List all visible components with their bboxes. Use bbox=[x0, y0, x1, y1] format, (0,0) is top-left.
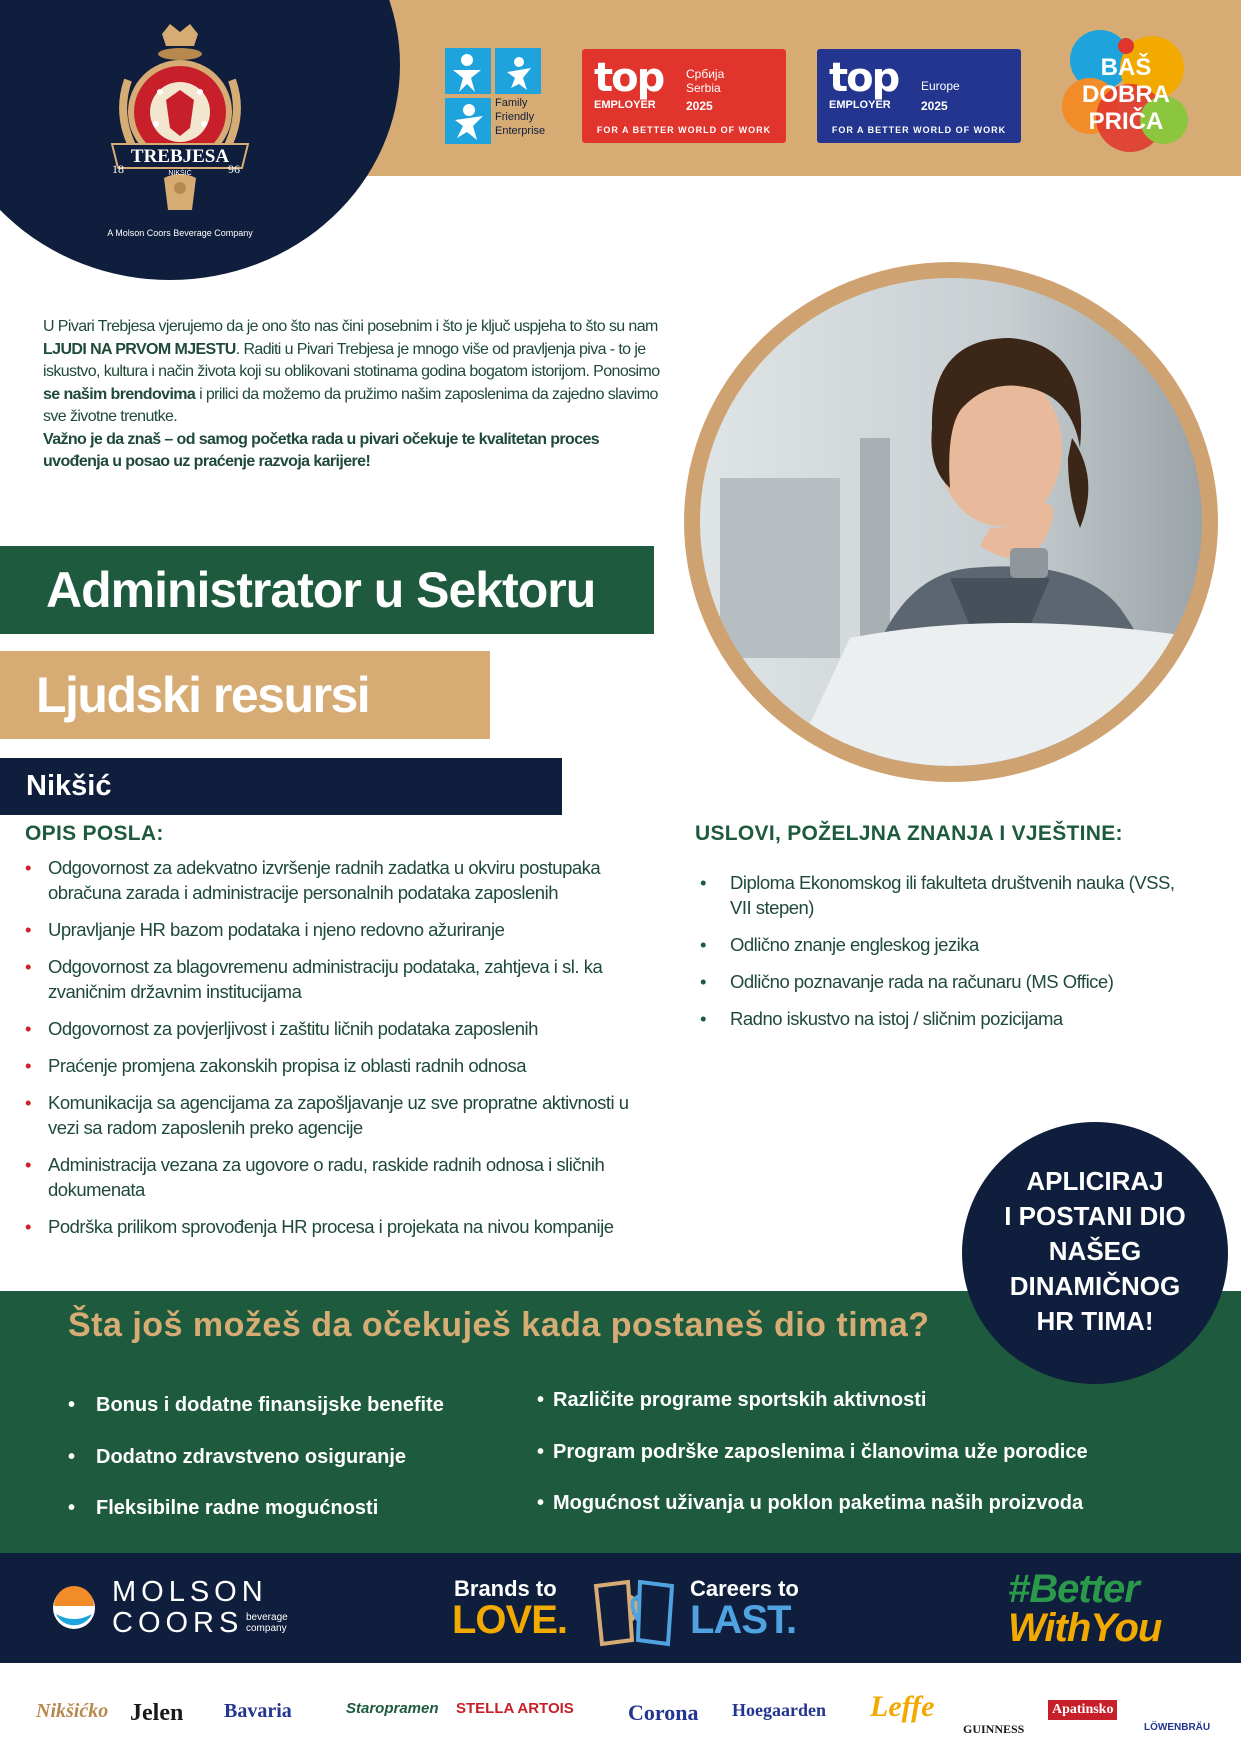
brand-leffe-logo: Leffe bbox=[870, 1690, 935, 1723]
list-item: • Administracija vezana za ugovore o radu, raskide radnih odnosa i sličnih dokumenata bbox=[25, 1154, 605, 1200]
list-item: • Odgovornost za blagovremenu administraciju podataka, zahtjeva i sl. ka zvaničnim državnim institucijama bbox=[25, 956, 603, 1002]
apply-call-to-action: APLICIRAJ I POSTANI DIO NAŠEG DINAMIČNOG HR TIMA! bbox=[962, 1122, 1228, 1384]
trebjesa-crest-logo bbox=[100, 20, 260, 220]
brand-city: NIKŠIĆ bbox=[168, 170, 192, 177]
list-item: • Mogućnost uživanja u poklon paketima naših proizvoda bbox=[537, 1492, 1084, 1514]
brand-guinness-logo: GUINNESS bbox=[963, 1722, 1025, 1736]
list-item: • Odgovornost za povjerljivost i zaštitu ličnih podataka zaposlenih bbox=[25, 1018, 538, 1039]
list-item: • Odlično znanje engleskog jezika bbox=[700, 934, 979, 955]
brand-bavaria-logo: Bavaria bbox=[224, 1700, 292, 1722]
molson-coors-icon bbox=[52, 1584, 96, 1632]
intro-paragraph: U Pivari Trebjesa vjerujemo da je ono što nas čini posebnim i što je ključ uspjeha to što su nam LJUDI NA PRVOM MJESTU. Raditi u Pivari Trebjesa je mnogo više od pravljenja piva - to je iskustvo, kultura i način života koji su oblikovani stotinama godina bogatom istorijom. Ponosimo se našim brendovima i prilici da možemo da pružimo našim zaposlenima da zajedno slavimo sve životne trenutke. Važno je da znaš – od samog početka rada u pivari očekuje te kvalitetan proces uvođenja u posao uz praćenje razvoja karijere! bbox=[43, 318, 660, 470]
top-employer-europe-badge: top EMPLOYER Europe 2025 FOR A BETTER WORLD OF WORK bbox=[817, 49, 1021, 143]
top-employer-serbia-badge: top EMPLOYER Србија Serbia 2025 FOR A BETTER WORLD OF WORK bbox=[582, 49, 786, 143]
brand-jelen-logo: Jelen bbox=[130, 1700, 184, 1726]
brand-niksicko-logo: Nikšićko bbox=[36, 1700, 109, 1722]
list-item: • Komunikacija sa agencijama za zapošljavanje uz sve propratne aktivnosti u vezi sa radom zaposlenih preko agencije bbox=[25, 1092, 629, 1138]
family-friendly-text: Family Friendly Enterprise bbox=[495, 97, 546, 137]
job-location: Nikšić bbox=[0, 758, 562, 815]
job-department: Ljudski resursi bbox=[0, 651, 490, 739]
job-title: Administrator u Sektoru bbox=[0, 546, 654, 634]
brand-lowenbrau-logo: LÖWENBRÄU bbox=[1144, 1722, 1211, 1733]
list-item: • Upravljanje HR bazom podataka i njeno redovno ažuriranje bbox=[25, 919, 505, 940]
benefits-heading: Šta još možeš da očekuješ kada postaneš dio tima? bbox=[68, 1306, 930, 1344]
last-text: LAST. bbox=[690, 1598, 797, 1642]
job-description-heading: OPIS POSLA: bbox=[25, 822, 164, 845]
benefits-list-right bbox=[537, 1386, 1088, 1541]
list-item: • Podrška prilikom sprovođenja HR procesa i projekata na nivou kompanije bbox=[25, 1216, 614, 1237]
job-description-list bbox=[25, 855, 660, 1251]
list-item: • Bonus i dodatne finansijske benefite bbox=[68, 1394, 444, 1416]
brands-to-text: Brands to bbox=[454, 1576, 557, 1601]
beer-mugs-icon bbox=[582, 1570, 688, 1650]
better-hashtag-line1: #Better bbox=[1008, 1567, 1139, 1611]
list-item: • Program podrške zaposlenima i članovima uže porodice bbox=[537, 1440, 1088, 1463]
molson-coors-sub: beverage company bbox=[246, 1612, 288, 1634]
brand-apatinsko-logo: Apatinsko bbox=[1048, 1700, 1117, 1720]
brand-hoegaarden-logo: Hoegaarden bbox=[732, 1700, 826, 1720]
brand-stella-artois-logo: STELLA ARTOIS bbox=[456, 1700, 574, 1717]
molson-coors-name: MOLSON COORS bbox=[112, 1576, 268, 1639]
brand-staropramen-logo: Staropramen bbox=[346, 1700, 439, 1717]
list-item: • Dodatno zdravstveno osiguranje bbox=[68, 1445, 407, 1468]
employee-photo bbox=[700, 278, 1202, 766]
brand-year-right: 96 bbox=[228, 162, 240, 176]
love-text: LOVE. bbox=[452, 1598, 568, 1642]
list-item: • Odgovornost za adekvatno izvršenje radnih zadatka u okviru postupaka obračuna zarada i administracije personalnih podataka zaposlenih bbox=[25, 857, 601, 903]
brand-corona-logo: Corona bbox=[628, 1700, 699, 1725]
benefits-list-left bbox=[68, 1391, 444, 1546]
requirements-heading: USLOVI, POŽELJNA ZNANJA I VJEŠTINE: bbox=[695, 822, 1123, 845]
brand-year-left: 18 bbox=[112, 162, 124, 176]
company-tagline: A Molson Coors Beverage Company bbox=[107, 228, 253, 238]
bas-dobra-prica-text: BAŠ DOBRA PRIČA bbox=[1082, 54, 1170, 135]
list-item: • Odlično poznavanje rada na računaru (MS Office) bbox=[700, 971, 1114, 992]
list-item: • Radno iskustvo na istoj / sličnim pozicijama bbox=[700, 1008, 1063, 1029]
brand-logo-text: TREBJESA bbox=[130, 146, 230, 167]
list-item: • Različite programe sportskih aktivnosti bbox=[537, 1389, 927, 1411]
better-hashtag-line2: WithYou bbox=[1008, 1606, 1162, 1650]
list-item: • Diploma Ekonomskog ili fakulteta društvenih nauka (VSS, VII stepen) bbox=[700, 872, 1175, 918]
list-item: • Fleksibilne radne mogućnosti bbox=[68, 1497, 379, 1519]
requirements-list bbox=[700, 870, 1200, 1043]
list-item: • Praćenje promjena zakonskih propisa iz oblasti radnih odnosa bbox=[25, 1055, 527, 1076]
careers-to-text: Careers to bbox=[690, 1576, 799, 1601]
